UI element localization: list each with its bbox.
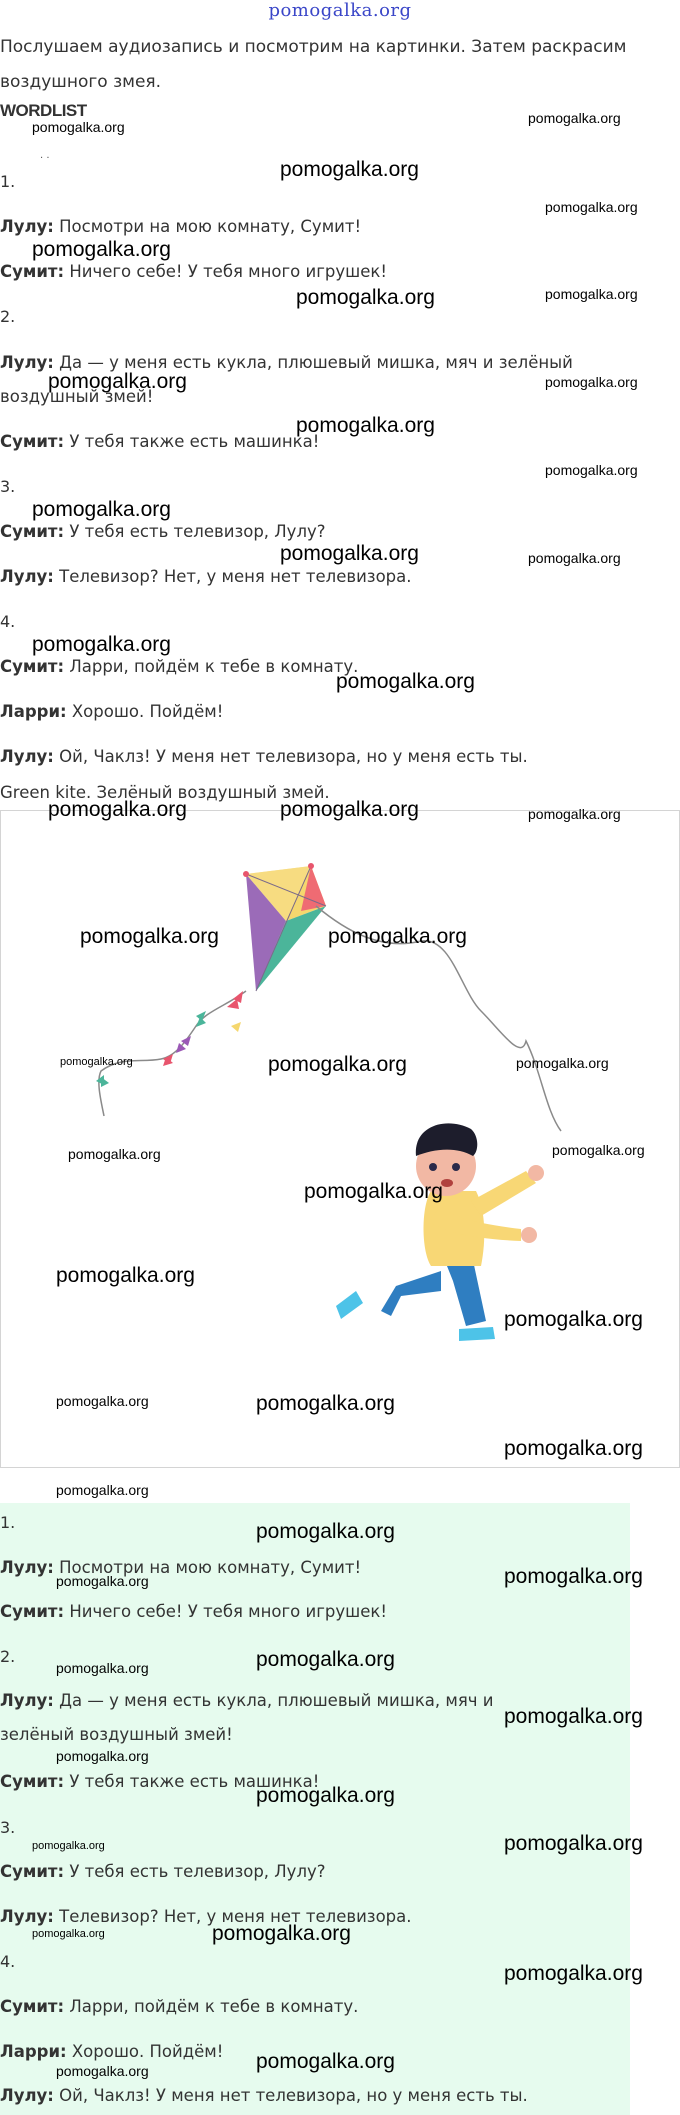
watermark: pomogalka.org (32, 1928, 105, 1940)
speaker: Лулу: (0, 217, 54, 236)
line-text: У тебя есть телевизор, Лулу? (64, 522, 326, 541)
watermark: pomogalka.org (48, 798, 187, 821)
line-text: У тебя есть телевизор, Лулу? (64, 1862, 326, 1881)
watermark: pomogalka.org (545, 286, 638, 302)
hand-left (521, 1227, 537, 1243)
speaker: Сумит: (0, 522, 65, 541)
speaker: Сумит: (0, 432, 65, 451)
watermark: pomogalka.org (528, 110, 621, 126)
watermark: pomogalka.org (268, 1053, 407, 1076)
kite-drawing (1, 811, 680, 1469)
dialogue-line (0, 432, 319, 451)
watermark: pomogalka.org (56, 1748, 149, 1764)
section-number-2: 2. (0, 307, 16, 326)
line-text: Телевизор? Нет, у меня нет телевизора. (53, 567, 412, 586)
line-text: Хорошо. Пойдём! (66, 2042, 224, 2061)
dialogue-line (0, 1558, 361, 1577)
watermark: pomogalka.org (528, 806, 621, 822)
dialogue-line (0, 217, 361, 236)
line-text: Телевизор? Нет, у меня нет телевизора. (53, 1907, 412, 1926)
speaker: Сумит: (0, 262, 65, 281)
line-text: Ничего себе! У тебя много игрушек! (64, 1602, 387, 1621)
dialogue-line (0, 657, 358, 676)
watermark: pomogalka.org (296, 286, 435, 309)
line-text: Ларри, пойдём к тебе в комнату. (64, 657, 359, 676)
speaker: Лулу: (0, 1907, 54, 1926)
watermark: pomogalka.org (545, 199, 638, 215)
watermark: pomogalka.org (68, 1146, 161, 1162)
dialogue-line (0, 262, 387, 281)
shoe-left (336, 1291, 363, 1319)
watermark: pomogalka.org (212, 1922, 351, 1945)
dialogue-line (0, 1862, 326, 1881)
watermark: pomogalka.org (504, 1832, 643, 1855)
speaker: Сумит: (0, 1862, 65, 1881)
speaker: Ларри: (0, 2042, 67, 2061)
watermark: pomogalka.org (80, 925, 219, 948)
speaker: Лулу: (0, 567, 54, 586)
line-text: У тебя также есть машинка! (64, 1772, 320, 1791)
dialogue-line (0, 1997, 358, 2016)
watermark: pomogalka.org (545, 462, 638, 478)
watermark: pomogalka.org (552, 1142, 645, 1158)
watermark: pomogalka.org (504, 1565, 643, 1588)
speaker: Сумит: (0, 1772, 65, 1791)
watermark: pomogalka.org (56, 1660, 149, 1676)
dialogue-line (0, 1602, 387, 1621)
section-number-4: 4. (0, 612, 16, 631)
watermark: pomogalka.org (56, 1482, 149, 1498)
tail-bows (96, 991, 243, 1087)
watermark: pomogalka.org (256, 1392, 395, 1415)
watermark: pomogalka.org (56, 2063, 149, 2079)
watermark: pomogalka.org (56, 1393, 149, 1409)
watermark: pomogalka.org (504, 1962, 643, 1985)
speaker: Лулу: (0, 747, 54, 766)
watermark: pomogalka.org (280, 798, 419, 821)
line-text: Ой, Чаклз! У меня нет телевизора, но у меня есть ты. (53, 747, 528, 766)
section-number-3: 3. (0, 477, 16, 496)
intro-text: Послушаем аудиозапись и посмотрим на картинки. Затем раскрасим воздушного змея. (0, 37, 627, 92)
dialogue-line (0, 2042, 223, 2061)
watermark: pomogalka.org (336, 670, 475, 693)
speaker: Лулу: (0, 1558, 54, 1577)
watermark: pomogalka.org (56, 1573, 149, 1589)
dialogue-line (0, 2086, 528, 2105)
dialogue-line (0, 567, 412, 586)
watermark: pomogalka.org (256, 1520, 395, 1543)
watermark: pomogalka.org (328, 925, 467, 948)
speaker: Сумит: (0, 1997, 65, 2016)
kite-body (243, 863, 326, 991)
wordlist-heading: WORDLIST (0, 101, 87, 120)
watermark: pomogalka.org (545, 374, 638, 390)
watermark: pomogalka.org (280, 542, 419, 565)
dialogue-line (0, 522, 326, 541)
watermark: pomogalka.org (280, 158, 419, 181)
line-text: Ларри, пойдём к тебе в комнату. (64, 1997, 359, 2016)
speaker: Лулу: (0, 2086, 54, 2105)
line-text: Ничего себе! У тебя много игрушек! (64, 262, 387, 281)
hand-right (528, 1165, 544, 1181)
watermark: pomogalka.org (256, 1648, 395, 1671)
section-number-1: 1. (0, 172, 16, 191)
section-number-1: 1. (0, 1513, 16, 1532)
dialogue-line (0, 1684, 560, 1752)
watermark: pomogalka.org (256, 2050, 395, 2073)
watermark: pomogalka.org (256, 1784, 395, 1807)
dots-decoration: . . (40, 150, 50, 161)
watermark: pomogalka.org (296, 414, 435, 437)
speaker: Ларри: (0, 702, 67, 721)
line-text: Хорошо. Пойдём! (66, 702, 224, 721)
line-text: Посмотри на мою комнату, Сумит! (53, 1558, 362, 1577)
image-caption: Green kite. Зелёный воздушный змей. (0, 783, 330, 802)
speaker: Лулу: (0, 1691, 54, 1710)
line-text: Ой, Чаклз! У меня нет телевизора, но у меня есть ты. (53, 2086, 528, 2105)
kite-tail-string (99, 991, 246, 1116)
watermark: pomogalka.org (32, 1840, 105, 1852)
speaker: Сумит: (0, 657, 65, 676)
line-text: Да — у меня есть кукла, плюшевый мишка, мяч и зелёный воздушный змей! (0, 353, 573, 406)
site-title[interactable]: pomogalka.org (268, 0, 412, 21)
dialogue-line (0, 702, 223, 721)
watermark: pomogalka.org (48, 370, 187, 393)
watermark: pomogalka.org (304, 1180, 443, 1203)
watermark: pomogalka.org (32, 238, 171, 261)
watermark: pomogalka.org (32, 498, 171, 521)
watermark: pomogalka.org (56, 1264, 195, 1287)
line-text: Да — у меня есть кукла, плюшевый мишка, мяч и зелёный воздушный змей! (0, 1691, 494, 1744)
speaker: Лулу: (0, 353, 54, 372)
section-number-3: 3. (0, 1818, 16, 1837)
watermark: pomogalka.org (32, 633, 171, 656)
line-text: Посмотри на мою комнату, Сумит! (53, 217, 362, 236)
watermark: pomogalka.org (32, 119, 125, 135)
watermark: pomogalka.org (60, 1056, 133, 1068)
line-text: У тебя также есть машинка! (64, 432, 320, 451)
shoe-right (459, 1327, 495, 1341)
answer-block (0, 1503, 630, 2115)
dialogue-line (0, 747, 528, 766)
section-number-4: 4. (0, 1952, 16, 1971)
watermark: pomogalka.org (504, 1308, 643, 1331)
speaker: Сумит: (0, 1602, 65, 1621)
watermark: pomogalka.org (504, 1705, 643, 1728)
watermark: pomogalka.org (528, 550, 621, 566)
watermark: pomogalka.org (516, 1055, 609, 1071)
section-number-2: 2. (0, 1647, 16, 1666)
watermark: pomogalka.org (504, 1437, 643, 1460)
kite-illustration (0, 810, 680, 1468)
